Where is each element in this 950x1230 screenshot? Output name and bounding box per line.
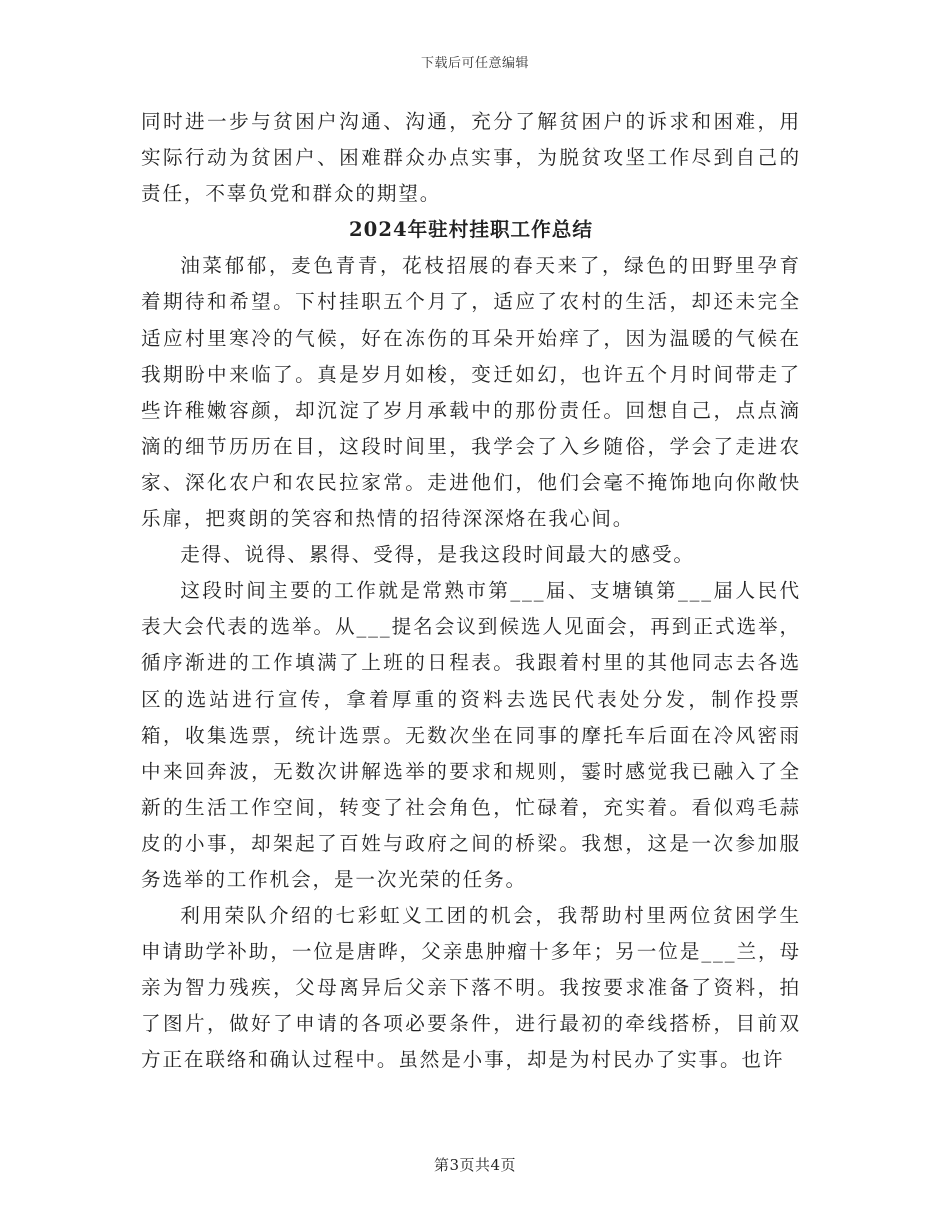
body-paragraph-1: 油菜郁郁，麦色青青，花枝招展的春天来了，绿色的田野里孕育着期待和希望。下村挂职五个月了，适应了农村的生活，却还未完全适应村里寒冷的气候，好在冻伤的耳朵开始痒了，因为温暖的气候在我期盼中来临了。真是岁月如梭，变迁如幻，也许五个月时间带走了些许稚嫩容颜，却沉淀了岁月承载中的那份责任。回想自己，点点滴滴的细节历历在目，这段时间里，我学会了入乡随俗，学会了走进农家、深化农户和农民拉家常。走进他们，他们会毫不掩饰地向你敞快乐扉，把爽朗的笑容和热情的招待深深烙在我心间。	[141, 254, 801, 531]
body-paragraph-2: 走得、说得、累得、受得，是我这段时间最大的感受。	[180, 543, 695, 567]
page-header-note: 下载后可任意编辑	[420, 56, 529, 71]
body-paragraph-4: 利用荣队介绍的七彩虹义工团的机会，我帮助村里两位贫困学生申请助学补助，一位是唐晔，父亲患肿瘤十多年；另一位是___兰，母亲为智力残疾，父母离异后父亲下落不明。我按要求准备了资料，拍了图片，做好了申请的各项必要条件，进行最初的牵线搭桥，目前双方正在联络和确认过程中。虽然是小事，却是为村民办了实事。也许	[141, 904, 801, 1072]
document-body	[141, 104, 801, 1079]
page-number-footer: 第3页共4页	[433, 1156, 517, 1174]
document-title: 2024年驻村挂职工作总结	[349, 218, 593, 242]
intro-paragraph: 同时进一步与贫困户沟通、沟通，充分了解贫困户的诉求和困难，用实际行动为贫困户、困难群众办点实事，为脱贫攻坚工作尽到自己的责任，不辜负党和群众的期望。	[141, 110, 801, 206]
body-paragraph-3: 这段时间主要的工作就是常熟市第___届、支塘镇第___届人民代表大会代表的选举。从___提名会议到候选人见面会，再到正式选举，循序渐进的工作填满了上班的日程表。我跟着村里的其他同志去各选区的选站进行宣传，拿着厚重的资料去选民代表处分发，制作投票箱，收集选票，统计选票。无数次坐在同事的摩托车后面在冷风密雨中来回奔波，无数次讲解选举的要求和规则，霎时感觉我已融入了全新的生活工作空间，转变了社会角色，忙碌着，充实着。看似鸡毛蒜皮的小事，却架起了百姓与政府之间的桥梁。我想，这是一次参加服务选举的工作机会，是一次光荣的任务。	[141, 579, 801, 891]
